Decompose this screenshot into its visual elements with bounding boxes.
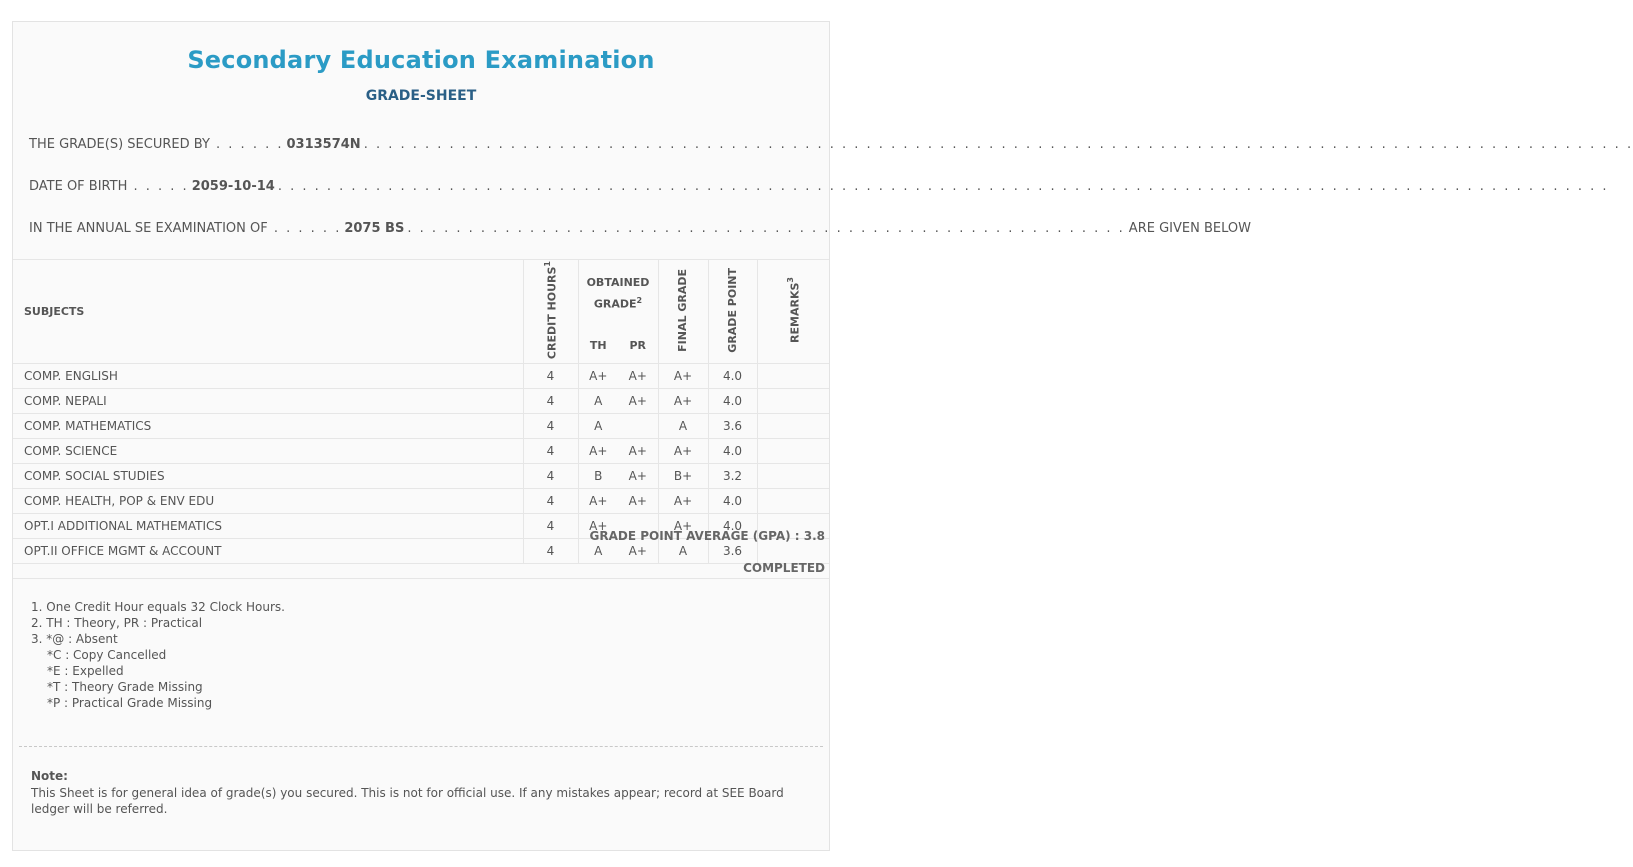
leader-dots: . . . . . . . . . . . . . . . . . . . . . . . . . . . . . . . . . . . . . . . . . . . . . . . . . . . . . . . . . . . bbox=[407, 221, 1125, 236]
pr-grade-cell: A+ bbox=[618, 464, 658, 489]
dob-label: DATE OF BIRTH bbox=[29, 179, 128, 194]
pr-grade-cell: A+ bbox=[618, 364, 658, 389]
leader-dots: . . . . . . . . . . . . . . . . . . . . . . . . . . . . . . . . . . . . . . . . . . . . . . . . . . . . . . . . . . . . . . . . . . . . . . . . . . . . . . . . . . . . . . . . . . . . . . . . . . . . . . . . bbox=[363, 137, 1633, 152]
dob-line bbox=[29, 179, 1609, 194]
credit-cell: 4 bbox=[523, 439, 578, 464]
exam-year: 2075 BS bbox=[344, 221, 405, 236]
grade-point-cell: 4.0 bbox=[708, 514, 757, 539]
footnote-item: *P : Practical Grade Missing bbox=[47, 696, 213, 710]
col-final-grade: FINAL GRADE bbox=[658, 260, 708, 364]
table-row bbox=[13, 439, 829, 464]
table-row bbox=[13, 389, 829, 414]
remarks-cell bbox=[757, 489, 829, 514]
subject-cell: COMP. ENGLISH bbox=[13, 364, 523, 389]
final-grade-cell: A+ bbox=[658, 514, 708, 539]
grades-table bbox=[13, 259, 829, 564]
table-row bbox=[13, 364, 829, 389]
credit-cell: 4 bbox=[523, 364, 578, 389]
credit-cell: 4 bbox=[523, 489, 578, 514]
credit-cell: 4 bbox=[523, 414, 578, 439]
footnote-item: 2. TH : Theory, PR : Practical bbox=[31, 616, 203, 630]
grade-point-cell: 4.0 bbox=[708, 389, 757, 414]
remarks-cell bbox=[757, 414, 829, 439]
leader-dots: . . . . . bbox=[127, 179, 189, 194]
footnote-item: *T : Theory Grade Missing bbox=[47, 680, 203, 694]
exam-tail: ARE GIVEN BELOW bbox=[1128, 221, 1251, 236]
th-grade-cell: A+ bbox=[578, 439, 618, 464]
leader-dots: . . . . . . bbox=[209, 137, 284, 152]
final-grade-cell: A bbox=[658, 539, 708, 564]
th-grade-cell: A bbox=[578, 539, 618, 564]
col-th: TH bbox=[578, 328, 618, 364]
note-heading: Note: bbox=[31, 769, 68, 783]
grade-point-cell: 3.6 bbox=[708, 414, 757, 439]
footnote-item: 1. One Credit Hour equals 32 Clock Hours. bbox=[31, 600, 285, 614]
dashed-divider bbox=[19, 746, 823, 747]
final-grade-cell: A+ bbox=[658, 439, 708, 464]
final-grade-cell: A+ bbox=[658, 389, 708, 414]
col-subjects: SUBJECTS bbox=[13, 260, 523, 364]
th-grade-cell: A+ bbox=[578, 489, 618, 514]
th-grade-cell: B bbox=[578, 464, 618, 489]
table-row bbox=[13, 464, 829, 489]
pr-grade-cell bbox=[618, 414, 658, 439]
exam-line bbox=[29, 221, 1251, 236]
th-grade-cell: A bbox=[578, 414, 618, 439]
footnote-item: *C : Copy Cancelled bbox=[47, 648, 167, 662]
subject-cell: COMP. SOCIAL STUDIES bbox=[13, 464, 523, 489]
subject-cell: OPT.I ADDITIONAL MATHEMATICS bbox=[13, 514, 523, 539]
th-grade-cell: A+ bbox=[578, 514, 618, 539]
footnotes bbox=[31, 599, 285, 711]
col-grade-point: GRADE POINT bbox=[708, 260, 757, 364]
table-row bbox=[13, 489, 829, 514]
subject-cell: COMP. NEPALI bbox=[13, 389, 523, 414]
leader-dots: . . . . . . . . . . . . . . . . . . . . . . . . . . . . . . . . . . . . . . . . . . . . . . . . . . . . . . . . . . . . . . . . . . . . . . . . . . . . . . . . . . . . . . . . . . . . . . . . . . . . . . . . . . . . . bbox=[277, 179, 1609, 194]
remarks-cell bbox=[757, 364, 829, 389]
remarks-cell bbox=[757, 464, 829, 489]
leader-dots: . . . . . . bbox=[267, 221, 342, 236]
subject-cell: COMP. SCIENCE bbox=[13, 439, 523, 464]
pr-grade-cell: A+ bbox=[618, 439, 658, 464]
remarks-cell bbox=[757, 439, 829, 464]
th-grade-cell: A bbox=[578, 389, 618, 414]
final-grade-cell: B+ bbox=[658, 464, 708, 489]
footnote-item: 3. *@ : Absent bbox=[31, 632, 118, 646]
credit-cell: 4 bbox=[523, 539, 578, 564]
dob-value: 2059-10-14 bbox=[191, 179, 275, 194]
subject-cell: COMP. MATHEMATICS bbox=[13, 414, 523, 439]
table-row bbox=[13, 414, 829, 439]
grade-point-cell: 3.2 bbox=[708, 464, 757, 489]
credit-cell: 4 bbox=[523, 389, 578, 414]
pr-grade-cell: A+ bbox=[618, 489, 658, 514]
col-credit-hours: CREDIT HOURS$^1$ bbox=[523, 260, 578, 364]
footnote-item: *E : Expelled bbox=[47, 664, 124, 678]
col-obtained-grade: OBTAINED GRADE$^2$ bbox=[578, 260, 658, 328]
grade-point-cell: 4.0 bbox=[708, 439, 757, 464]
note-text: This Sheet is for general idea of grade(s) you secured. This is not for official use. If any mistakes appear; record at SEE Board ledger will be referred. bbox=[31, 786, 784, 816]
symbol-number: 0313574N bbox=[286, 137, 361, 152]
secured-by-line bbox=[29, 137, 1633, 152]
remarks-cell bbox=[757, 389, 829, 414]
divider bbox=[13, 578, 829, 579]
grade-point-cell: 3.6 bbox=[708, 539, 757, 564]
grade-sheet bbox=[12, 21, 1633, 851]
th-grade-cell: A+ bbox=[578, 364, 618, 389]
final-grade-cell: A+ bbox=[658, 364, 708, 389]
col-remarks: REMARKS$^3$ bbox=[757, 260, 829, 364]
final-grade-cell: A+ bbox=[658, 489, 708, 514]
credit-cell: 4 bbox=[523, 464, 578, 489]
status-badge: COMPLETED bbox=[743, 561, 825, 575]
subject-cell: OPT.II OFFICE MGMT & ACCOUNT bbox=[13, 539, 523, 564]
exam-label: IN THE ANNUAL SE EXAMINATION OF bbox=[29, 221, 268, 236]
col-pr: PR bbox=[618, 328, 658, 364]
grade-point-cell: 4.0 bbox=[708, 364, 757, 389]
page-title: Secondary Education Examination bbox=[187, 46, 655, 74]
gpa-summary: GRADE POINT AVERAGE (GPA) : 3.8 bbox=[589, 529, 825, 543]
page-subtitle: GRADE-SHEET bbox=[365, 88, 477, 104]
final-grade-cell: A bbox=[658, 414, 708, 439]
credit-cell: 4 bbox=[523, 514, 578, 539]
grade-point-cell: 4.0 bbox=[708, 489, 757, 514]
pr-grade-cell: A+ bbox=[618, 389, 658, 414]
subject-cell: COMP. HEALTH, POP & ENV EDU bbox=[13, 489, 523, 514]
pr-grade-cell: A+ bbox=[618, 539, 658, 564]
secured-by-label: THE GRADE(S) SECURED BY bbox=[29, 137, 210, 152]
